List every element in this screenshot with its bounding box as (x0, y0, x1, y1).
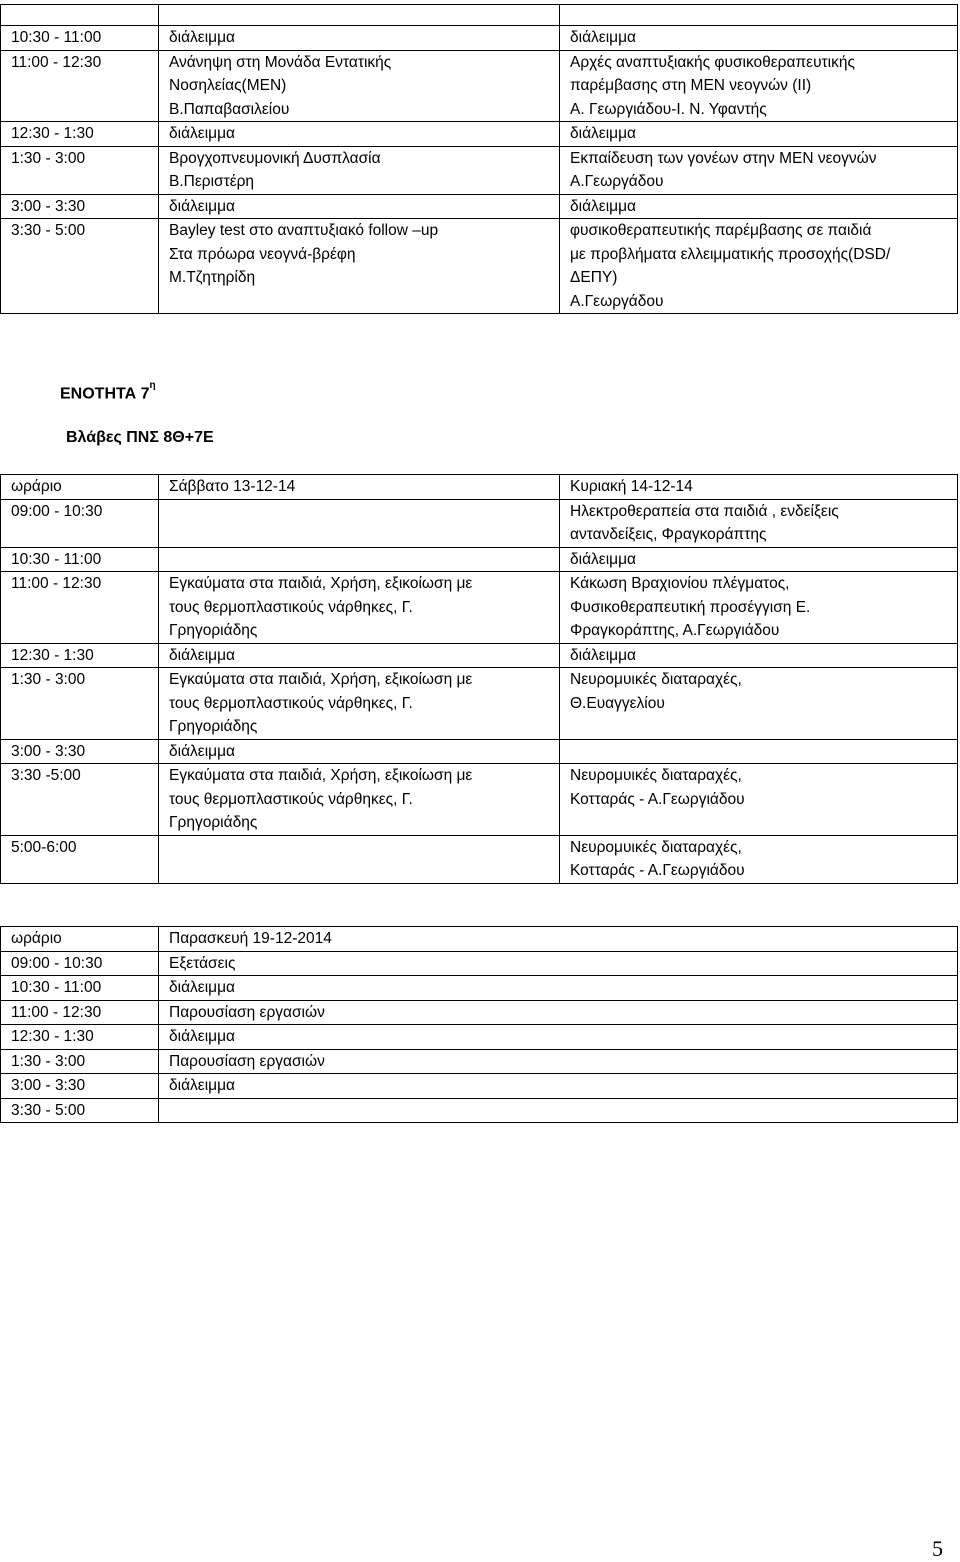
cell-line: διάλειμμα (570, 125, 636, 142)
cell-line: Ανάνηψη στη Μονάδα Εντατικής (169, 53, 392, 71)
col2-cell (159, 5, 560, 26)
cell-line: διάλειμμα (570, 550, 636, 568)
col3-cell (560, 26, 958, 51)
col3-cell (560, 146, 958, 194)
table-row (1, 951, 958, 976)
table-row (1, 5, 958, 26)
time-cell: 1:30 - 3:00 (1, 146, 159, 194)
col2-cell (159, 764, 560, 836)
cell-line: διάλειμμα (169, 646, 235, 664)
time-cell: 3:00 - 3:30 (1, 194, 159, 219)
col3-cell (560, 219, 958, 314)
col2-cell: διάλειμμα (159, 1025, 958, 1050)
cell-line: Εγκαύματα στα παιδιά, Χρήση, εξικοίωση με (169, 767, 473, 784)
time-cell: 3:30 - 5:00 (1, 219, 159, 314)
unit-title (60, 380, 156, 403)
unit-title-text: ΕΝΟΤΗΤΑ 7 (60, 385, 150, 403)
table-row (1, 1074, 958, 1099)
cell-line: Νευρομυικές διαταραχές, (570, 767, 742, 784)
cell-line: αντανδείξεις, Φραγκοράπτης (570, 526, 767, 543)
table-row (1, 668, 958, 740)
cell-line: διάλειμμα (570, 646, 636, 664)
cell-line: τους θερμοπλαστικούς νάρθηκες, Γ. (169, 598, 413, 616)
table-row (1, 122, 958, 147)
cell-line: ΔΕΠΥ) (570, 269, 618, 286)
cell-line: Νευρομυικές διαταραχές, (570, 671, 742, 688)
cell-line: διάλειμμα (169, 742, 235, 760)
table-row (1, 1025, 958, 1050)
time-cell: 11:00 - 12:30 (1, 572, 159, 644)
cell-line: Β.Παπαβασιλείου (169, 100, 290, 118)
col2-cell (159, 499, 560, 547)
cell-line: με προβλήματα ελλειμματικής προσοχής(DSD/ (570, 245, 891, 263)
table-row (1, 572, 958, 644)
cell-line: Γρηγοριάδης (169, 622, 258, 639)
col2-cell (159, 668, 560, 740)
time-cell: 09:00 - 10:30 (1, 499, 159, 547)
schedule-table-3-body (1, 927, 958, 1123)
schedule-table-1-body (1, 5, 958, 314)
cell-line: παρέμβασης στη ΜΕΝ νεογνών (ΙΙ) (570, 77, 812, 94)
col2-cell (159, 572, 560, 644)
cell-line: Βρογχοπνευμονική Δυσπλασία (169, 149, 381, 167)
cell-line: Φυσικοθεραπευτική προσέγγιση Ε. (570, 598, 811, 616)
schedule-table-2 (0, 474, 958, 884)
col2-cell (159, 1098, 958, 1123)
cell-line: Μ.Τζητηρίδη (169, 269, 256, 286)
time-cell: 10:30 - 11:00 (1, 26, 159, 51)
unit-title-sup: η (149, 380, 156, 391)
cell-line: διάλειμμα (570, 29, 636, 46)
time-cell: 09:00 - 10:30 (1, 951, 159, 976)
col2-cell (159, 26, 560, 51)
header-time: ωράριο (1, 927, 159, 952)
time-cell: 10:30 - 11:00 (1, 976, 159, 1001)
table-row (1, 50, 958, 122)
cell-line: Αρχές αναπτυξιακής φυσικοθεραπευτικής (570, 53, 855, 71)
col3-cell (560, 122, 958, 147)
col2-cell: Παρουσίαση εργασιών (159, 1049, 958, 1074)
table-row (1, 643, 958, 668)
col3-cell (560, 668, 958, 740)
col2-cell (159, 50, 560, 122)
cell-line: Γρηγοριάδης (169, 718, 258, 735)
time-cell: 3:00 - 3:30 (1, 739, 159, 764)
cell-line: Bayley test στο αναπτυξιακό follow –up (169, 222, 439, 239)
cell-line: διάλειμμα (570, 197, 636, 215)
header-time: ωράριο (1, 475, 159, 500)
cell-line: Εκπαίδευση των γονέων στην ΜΕΝ νεογνών (570, 149, 877, 167)
cell-line: Κοτταράς - Α.Γεωργιάδου (570, 862, 745, 879)
time-cell: 11:00 - 12:30 (1, 50, 159, 122)
table-row (1, 26, 958, 51)
col2-cell: Εξετάσεις (159, 951, 958, 976)
col2-cell: διάλειμμα (159, 976, 958, 1001)
cell-line: Β.Περιστέρη (169, 173, 255, 190)
header-friday: Παρασκευή 19-12-2014 (159, 927, 958, 952)
col3-cell (560, 643, 958, 668)
time-cell: 12:30 - 1:30 (1, 122, 159, 147)
time-cell: 3:30 -5:00 (1, 764, 159, 836)
table-row (1, 764, 958, 836)
cell-line: διάλειμμα (169, 125, 235, 142)
cell-line: Εγκαύματα στα παιδιά, Χρήση, εξικοίωση με (169, 575, 473, 592)
page-number: 5 (932, 1536, 943, 1561)
time-cell (1, 5, 159, 26)
cell-line: φυσικοθεραπευτικής παρέμβασης σε παιδιά (570, 222, 872, 239)
col2-cell (159, 219, 560, 314)
col3-cell (560, 5, 958, 26)
table-row (1, 739, 958, 764)
cell-line: Νευρομυικές διαταραχές, (570, 838, 742, 856)
col2-cell (159, 146, 560, 194)
header-sunday: Κυριακή 14-12-14 (560, 475, 958, 500)
cell-line: Ηλεκτροθεραπεία στα παιδιά , ενδείξεις (570, 502, 839, 520)
col3-cell (560, 835, 958, 883)
table-row (1, 499, 958, 547)
schedule-table-2-body (1, 475, 958, 884)
cell-line: Α. Γεωργιάδου-Ι. Ν. Υφαντής (570, 100, 767, 118)
cell-line: τους θερμοπλαστικούς νάρθηκες, Γ. (169, 790, 413, 808)
table-row (1, 146, 958, 194)
table-row (1, 1049, 958, 1074)
table-row (1, 976, 958, 1001)
time-cell: 10:30 - 11:00 (1, 547, 159, 572)
table-row (1, 194, 958, 219)
schedule-table-1 (0, 4, 958, 314)
cell-line: Νοσηλείας(ΜΕΝ) (169, 77, 287, 94)
table-row (1, 219, 958, 314)
table-row (1, 1098, 958, 1123)
time-cell: 12:30 - 1:30 (1, 1025, 159, 1050)
time-cell: 12:30 - 1:30 (1, 643, 159, 668)
col2-cell (159, 547, 560, 572)
cell-line: Στα πρόωρα νεογνά-βρέφη (169, 245, 356, 263)
cell-line: Φραγκοράπτης, Α.Γεωργιάδου (570, 622, 780, 639)
table-row (1, 547, 958, 572)
table-row (1, 835, 958, 883)
unit-subtitle: Βλάβες ΠΝΣ 8Θ+7Ε (66, 429, 214, 446)
col2-cell: Παρουσίαση εργασιών (159, 1000, 958, 1025)
cell-line: Α.Γεωργάδου (570, 292, 664, 310)
col3-cell (560, 194, 958, 219)
col3-cell (560, 572, 958, 644)
time-cell: 11:00 - 12:30 (1, 1000, 159, 1025)
cell-line: διάλειμμα (169, 29, 235, 46)
time-cell: 3:30 - 5:00 (1, 1098, 159, 1123)
table-header-row (1, 927, 958, 952)
col3-cell (560, 499, 958, 547)
table-header-row (1, 475, 958, 500)
header-saturday: Σάββατο 13-12-14 (159, 475, 560, 500)
time-cell: 1:30 - 3:00 (1, 668, 159, 740)
col3-cell (560, 50, 958, 122)
col2-cell (159, 643, 560, 668)
table-row (1, 1000, 958, 1025)
cell-line: διάλειμμα (169, 197, 235, 215)
col3-cell (560, 739, 958, 764)
cell-line: Εγκαύματα στα παιδιά, Χρήση, εξικοίωση με (169, 671, 473, 688)
cell-line: Γρηγοριάδης (169, 814, 258, 831)
time-cell: 3:00 - 3:30 (1, 1074, 159, 1099)
cell-line: Α.Γεωργάδου (570, 173, 664, 190)
col2-cell (159, 194, 560, 219)
schedule-table-3 (0, 926, 958, 1123)
col3-cell (560, 764, 958, 836)
col2-cell (159, 835, 560, 883)
time-cell: 5:00-6:00 (1, 835, 159, 883)
cell-line: Κάκωση Βραχιονίου πλέγματος, (570, 575, 790, 592)
col2-cell (159, 739, 560, 764)
cell-line: Θ.Ευαγγελίου (570, 694, 665, 712)
col2-cell (159, 122, 560, 147)
col3-cell (560, 547, 958, 572)
time-cell: 1:30 - 3:00 (1, 1049, 159, 1074)
col2-cell: διάλειμμα (159, 1074, 958, 1099)
cell-line: Κοτταράς - Α.Γεωργιάδου (570, 790, 745, 808)
cell-line: τους θερμοπλαστικούς νάρθηκες, Γ. (169, 694, 413, 712)
